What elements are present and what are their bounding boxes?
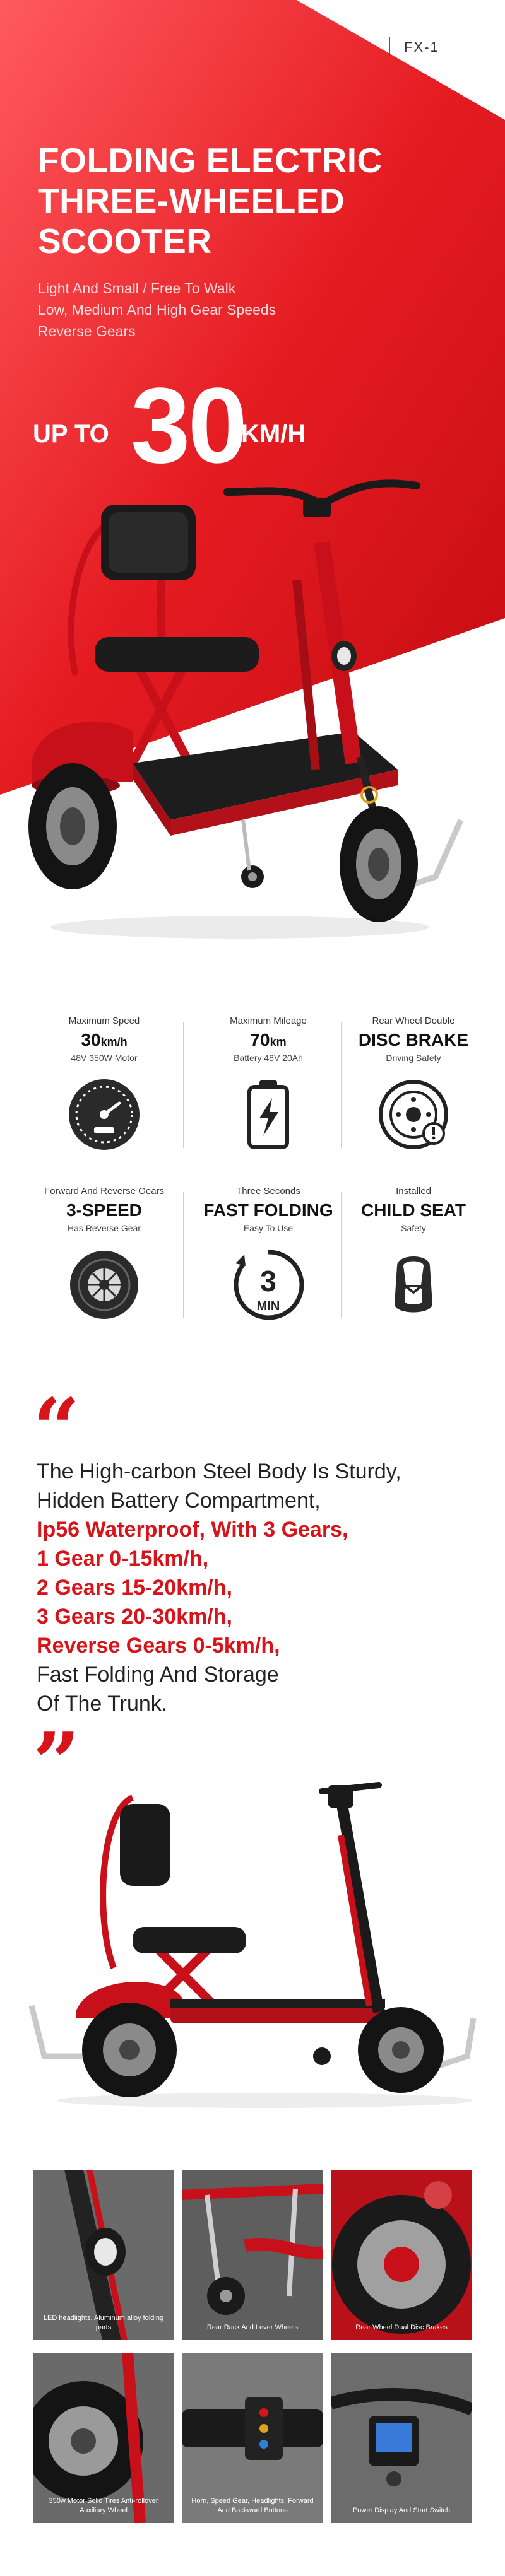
spec-max-speed: [32, 1016, 177, 1152]
hero-banner: [0, 0, 505, 984]
quote-line: Hidden Battery Compartment,: [37, 1489, 321, 1513]
timer-number: 3: [260, 1265, 276, 1297]
quote-line-highlight: Ip56 Waterproof, With 3 Gears,: [37, 1518, 348, 1542]
detail-disc-brake-photo: [331, 2170, 472, 2340]
spec-disc-brake: [341, 1016, 486, 1152]
detail-caption: 350w Motor Solid Tires Anti-rollover Auxiliary Wheel: [49, 2497, 158, 2514]
detail-photo-grid: [33, 2170, 472, 2523]
detail-caption: Rear Wheel Dual Disc Brakes: [355, 2324, 448, 2331]
spec-value: [32, 1030, 177, 1050]
hero-subtitle-line: Reverse Gears: [38, 323, 136, 339]
speed-prefix: UP TO: [33, 420, 109, 448]
spec-description: Has Reverse Gear: [68, 1223, 141, 1233]
quote-line: Fast Folding And Storage: [37, 1663, 279, 1687]
speedometer-icon: [66, 1077, 142, 1152]
spec-value-unit: km/h: [100, 1036, 128, 1048]
quote-line-highlight: 3 Gears 20-30km/h,: [37, 1605, 232, 1629]
hero-subtitle-line: Low, Medium And High Gear Speeds: [38, 302, 276, 318]
quote-line: The High-carbon Steel Body Is Sturdy,: [37, 1460, 401, 1484]
spec-description: Easy To Use: [243, 1223, 294, 1233]
spec-value: DISC BRAKE: [358, 1030, 469, 1050]
detail-caption: LED headlights, Aluminum alloy folding parts: [43, 2314, 164, 2331]
close-quote-mark: ”: [33, 1714, 80, 1811]
detail-motor-tire-photo: [33, 2353, 174, 2523]
spec-caption: Maximum Mileage: [230, 1016, 307, 1026]
divider: [183, 1022, 184, 1148]
quote-line-highlight: 1 Gear 0-15km/h,: [37, 1547, 209, 1571]
timer-icon: [230, 1247, 306, 1323]
spec-3-speed: [32, 1186, 177, 1323]
speed-value: 30: [131, 366, 246, 486]
open-quote-mark: “: [33, 1380, 80, 1477]
quote-line-highlight: 2 Gears 15-20km/h,: [37, 1576, 232, 1600]
hero-title-line: SCOOTER: [38, 221, 212, 261]
hero-title: [38, 140, 383, 261]
spec-caption: Forward And Reverse Gears: [44, 1186, 165, 1197]
detail-caption: Power Display And Start Switch: [352, 2507, 451, 2514]
tire-icon: [66, 1247, 142, 1323]
hero-subtitle-line: Light And Small / Free To Walk: [38, 280, 236, 296]
detail-caption: Horn, Speed Gear, Headlights, Forward And Backward Buttons: [191, 2497, 314, 2514]
spec-fast-folding: [196, 1186, 341, 1323]
hero-title-line: THREE-WHEELED: [38, 181, 345, 220]
spec-caption: Installed: [396, 1186, 431, 1197]
detail-control-buttons-photo: [182, 2353, 323, 2523]
spec-description: Driving Safety: [386, 1053, 441, 1063]
detail-power-display-photo: [331, 2353, 472, 2523]
rear-rack-photo-image: [182, 2170, 323, 2340]
hero-scooter-image: [25, 467, 467, 946]
disc-brake-photo-image: [331, 2170, 472, 2340]
spec-description: Safety: [401, 1223, 426, 1233]
spec-value-number: 30: [81, 1030, 101, 1050]
model-tag: FX-1: [404, 39, 439, 55]
side-view-scooter-image: [25, 1760, 480, 2113]
speed-unit: KM/H: [241, 420, 306, 448]
spec-caption: Three Seconds: [236, 1186, 300, 1197]
spec-caption: Rear Wheel Double: [372, 1016, 455, 1026]
spec-description: Battery 48V 20Ah: [234, 1053, 303, 1063]
spec-description: 48V 350W Motor: [71, 1053, 138, 1063]
battery-icon: [230, 1077, 306, 1152]
power-display-photo-image: [331, 2353, 472, 2523]
hero-subtitle: [38, 278, 276, 342]
spec-value: FAST FOLDING: [203, 1200, 333, 1220]
feature-quote-text: [37, 1457, 401, 1718]
timer-label: MIN: [256, 1299, 280, 1313]
spec-value: [196, 1030, 341, 1050]
spec-value: CHILD SEAT: [361, 1200, 466, 1220]
spec-grid: [0, 984, 505, 1337]
quote-line-highlight: Reverse Gears 0-5km/h,: [37, 1634, 280, 1658]
spec-child-seat: [341, 1186, 486, 1323]
spec-value-number: 70: [250, 1030, 270, 1050]
detail-caption: Rear Rack And Lever Wheels: [206, 2324, 299, 2331]
spec-value-unit: km: [270, 1036, 287, 1048]
feature-quote: [0, 1380, 505, 1811]
quote-line: Of The Trunk.: [37, 1692, 168, 1716]
hero-title-line: FOLDING ELECTRIC: [38, 141, 383, 180]
detail-headlight-photo: [33, 2170, 174, 2340]
detail-rear-rack-photo: [182, 2170, 323, 2340]
spec-caption: Maximum Speed: [68, 1016, 140, 1026]
spec-max-mileage: [196, 1016, 341, 1152]
spec-value: 3-SPEED: [66, 1200, 142, 1220]
child-seat-icon: [376, 1247, 451, 1323]
divider: [183, 1192, 184, 1318]
disc-brake-icon: [376, 1077, 451, 1152]
